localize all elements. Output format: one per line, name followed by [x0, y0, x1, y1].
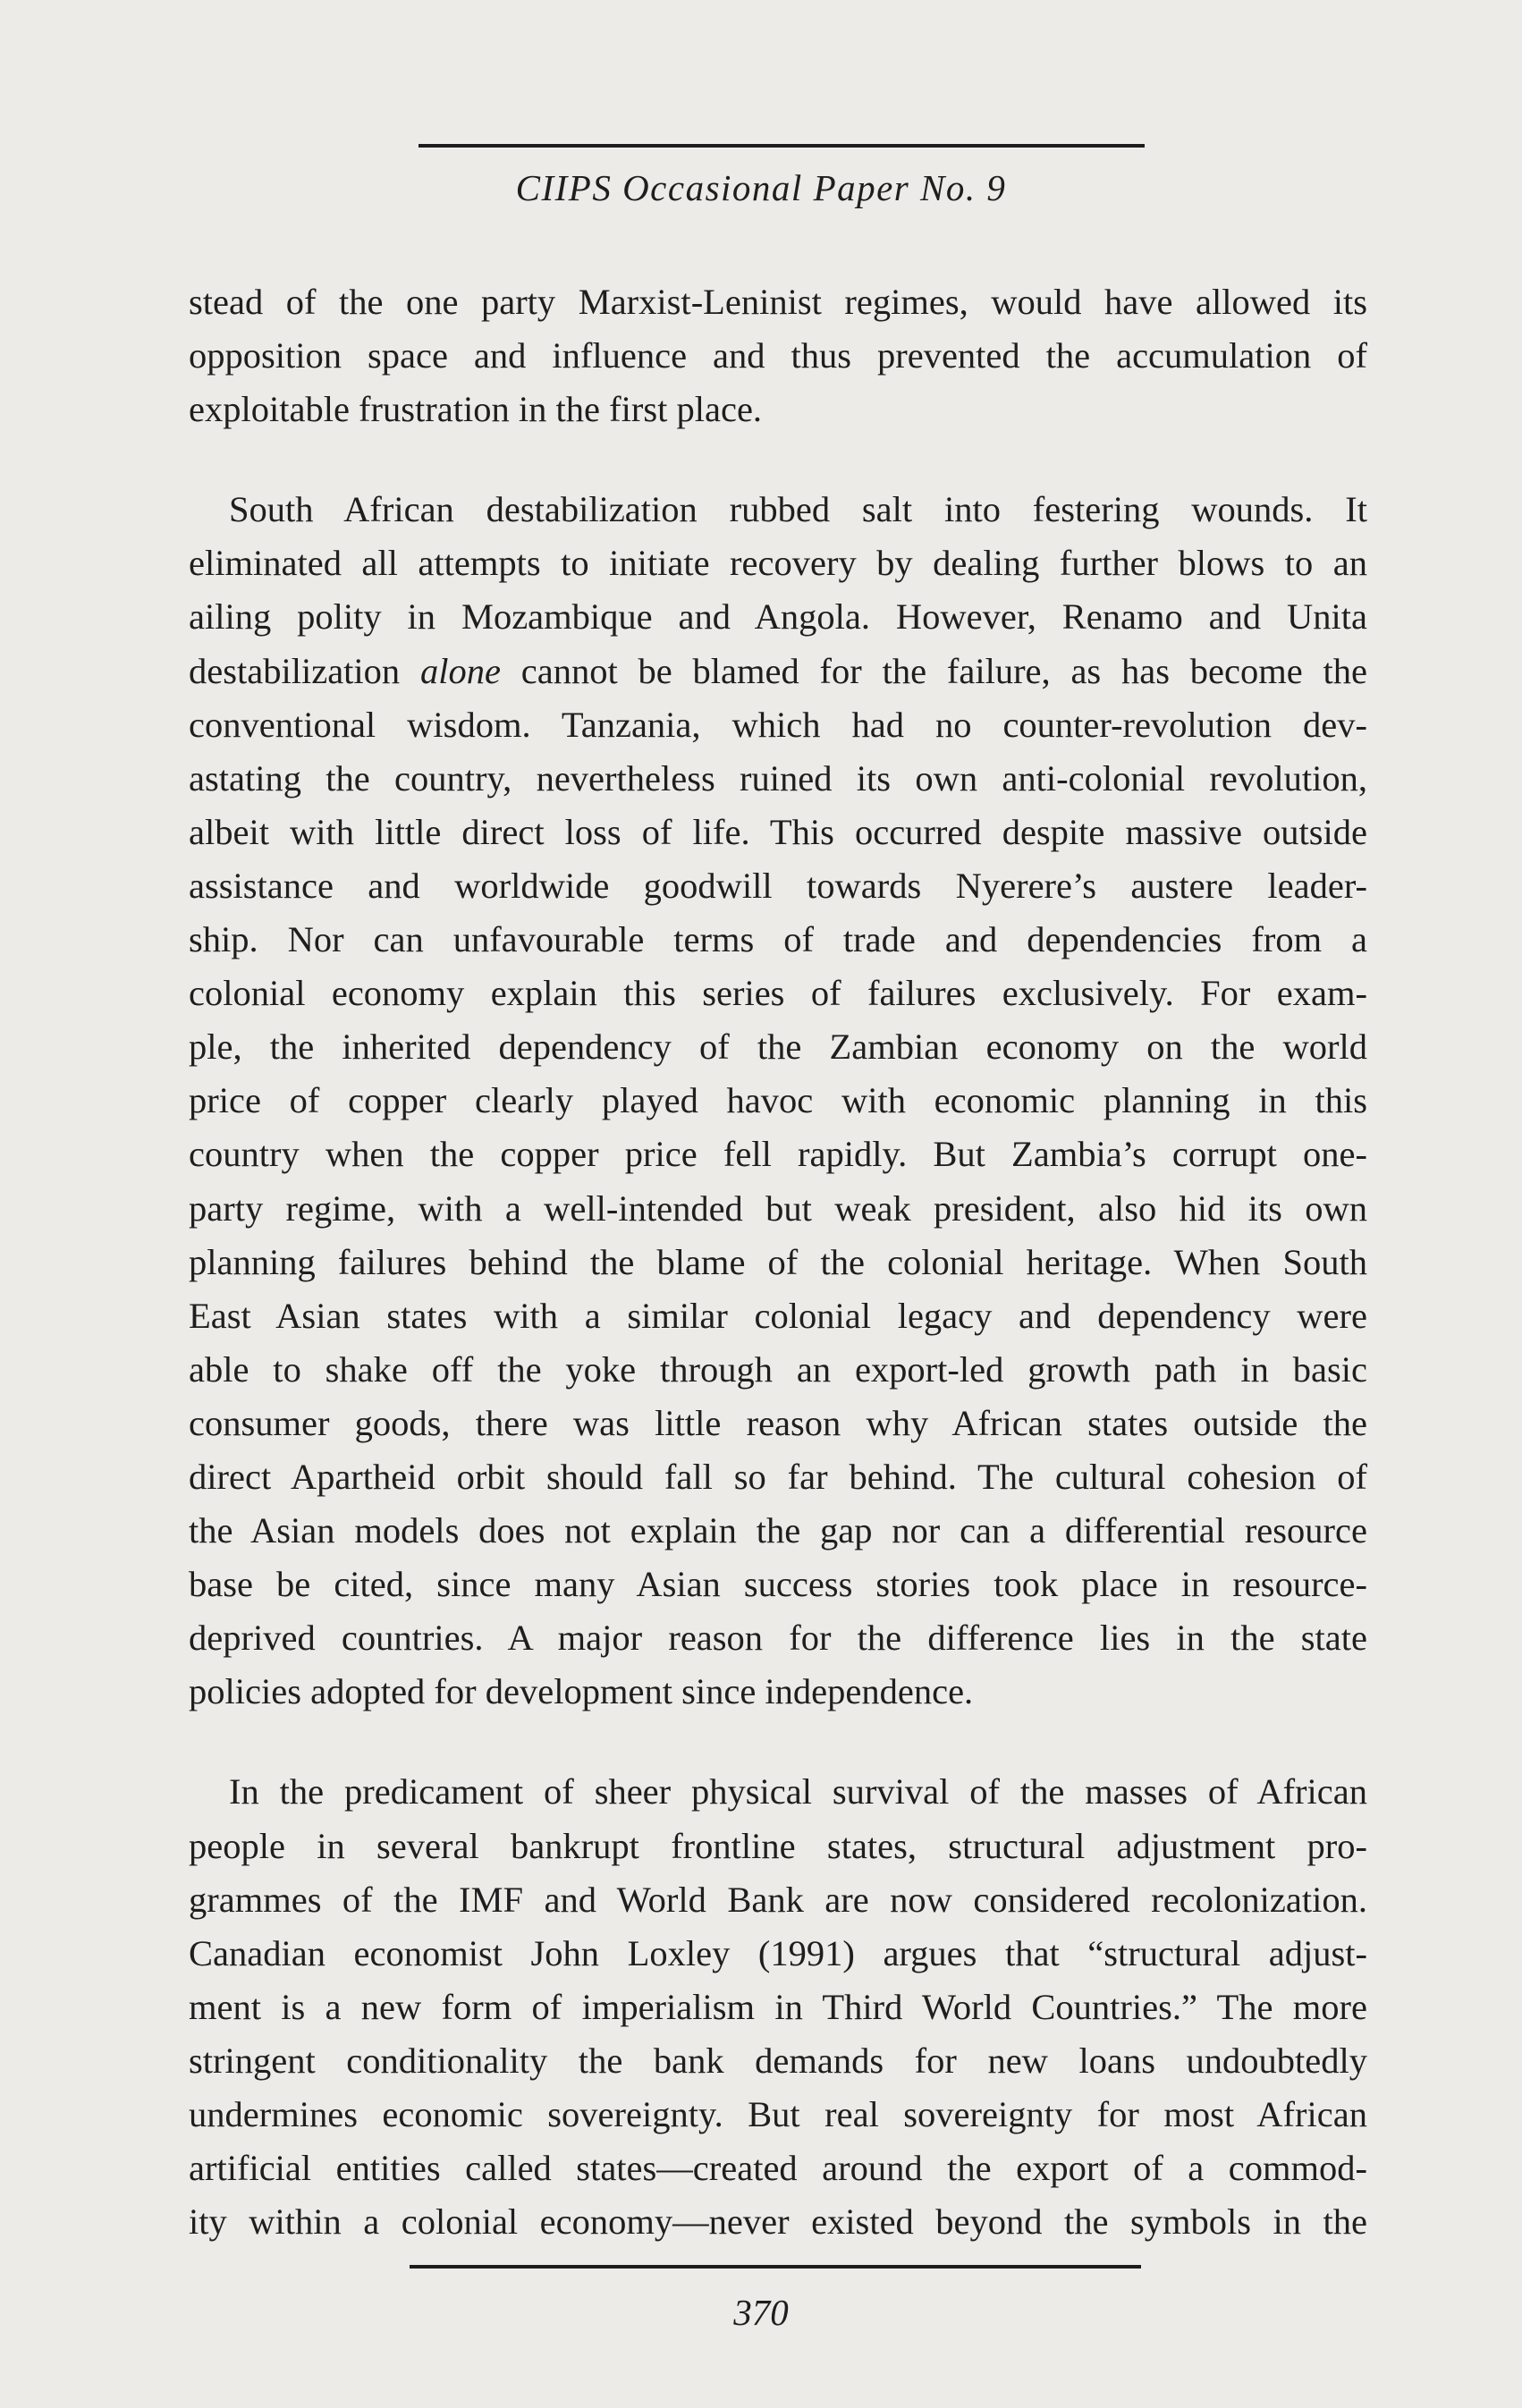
running-head: CIIPS Occasional Paper No. 9 — [515, 167, 1007, 208]
text-line: ple, the inherited dependency of the Zambian economy on the world — [189, 1027, 1367, 1068]
text-line: albeit with little direct loss of life. This occurred despite massive outside — [189, 811, 1367, 852]
text-line: colonial economy explain this series of failures exclusively. For exam- — [189, 973, 1367, 1014]
text-line: ship. Nor can unfavourable terms of trade and dependencies from a — [189, 919, 1367, 960]
emphasis-text: alone — [419, 650, 501, 691]
text-line: ity within a colonial economy—never existed beyond the symbols in the — [189, 2201, 1367, 2243]
header-rule — [419, 144, 1145, 148]
text-line: In the predicament of sheer physical survival of the masses of African — [229, 1771, 1367, 1812]
text-line: ailing polity in Mozambique and Angola. However, Renamo and Unita — [189, 596, 1367, 638]
text-line: artificial entities called states—created around the export of a commod- — [189, 2148, 1367, 2189]
footer-rule — [410, 2265, 1141, 2269]
text-line: East Asian states with a similar colonial legacy and dependency were — [189, 1295, 1367, 1336]
text-line: consumer goods, there was little reason why African states outside the — [189, 1402, 1367, 1443]
text-line: planning failures behind the blame of the colonial heritage. When South — [189, 1241, 1367, 1282]
text-line: base be cited, since many Asian success stories took place in resource- — [189, 1564, 1367, 1605]
text-line: undermines economic sovereignty. But real sovereignty for most African — [189, 2094, 1367, 2134]
text-line: grammes of the IMF and World Bank are now considered recolonization. — [189, 1879, 1367, 1920]
text-line: able to shake off the yoke through an export-led growth path in basic — [189, 1348, 1367, 1390]
paragraph-3 — [189, 1765, 1367, 2249]
text-line: Canadian economist John Loxley (1991) argues that “structural adjust- — [189, 1932, 1367, 1973]
text-line: stringent conditionality the bank demands for new loans undoubtedly — [189, 2040, 1367, 2081]
text-line: astating the country, nevertheless ruined its own anti-colonial revolution, — [189, 757, 1367, 798]
text-line-with-emphasis: destabilization alone cannot be blamed for the failure, as has become the — [189, 650, 1367, 691]
text-line: stead of the one party Marxist-Leninist regimes, would have allowed its — [189, 282, 1367, 322]
text-line: the Asian models does not explain the gap nor can a differential resource — [189, 1510, 1367, 1551]
body-text — [189, 275, 1367, 2249]
text-line: eliminated all attempts to initiate recovery by dealing further blows to an — [189, 543, 1367, 584]
page-number: 370 — [733, 2292, 789, 2333]
text-line: opposition space and influence and thus prevented the accumulation of — [189, 335, 1367, 376]
text-line: ment is a new form of imperialism in Third World Countries.” The more — [189, 1986, 1367, 2027]
text-line: deprived countries. A major reason for the difference lies in the state — [189, 1618, 1367, 1659]
text-line: people in several bankrupt frontline states, structural adjustment pro- — [189, 1825, 1367, 1866]
text-line: direct Apartheid orbit should fall so far behind. The cultural cohesion of — [189, 1456, 1367, 1497]
text-line: country when the copper price fell rapidly. But Zambia’s corrupt one- — [189, 1134, 1367, 1175]
text-line: party regime, with a well-intended but weak president, also hid its own — [189, 1187, 1367, 1229]
text-line: exploitable frustration in the first place. — [189, 389, 763, 430]
text-line: price of copper clearly played havoc with economic planning in this — [189, 1080, 1367, 1121]
text-line: conventional wisdom. Tanzania, which had no counter-revolution dev- — [189, 704, 1367, 745]
paragraph-1 — [189, 275, 1367, 436]
text-line: assistance and worldwide goodwill towards Nyerere’s austere leader- — [189, 865, 1367, 906]
text-line: South African destabilization rubbed salt into festering wounds. It — [229, 489, 1367, 530]
text-line: policies adopted for development since independence. — [189, 1671, 974, 1712]
paragraph-2 — [189, 483, 1367, 1719]
